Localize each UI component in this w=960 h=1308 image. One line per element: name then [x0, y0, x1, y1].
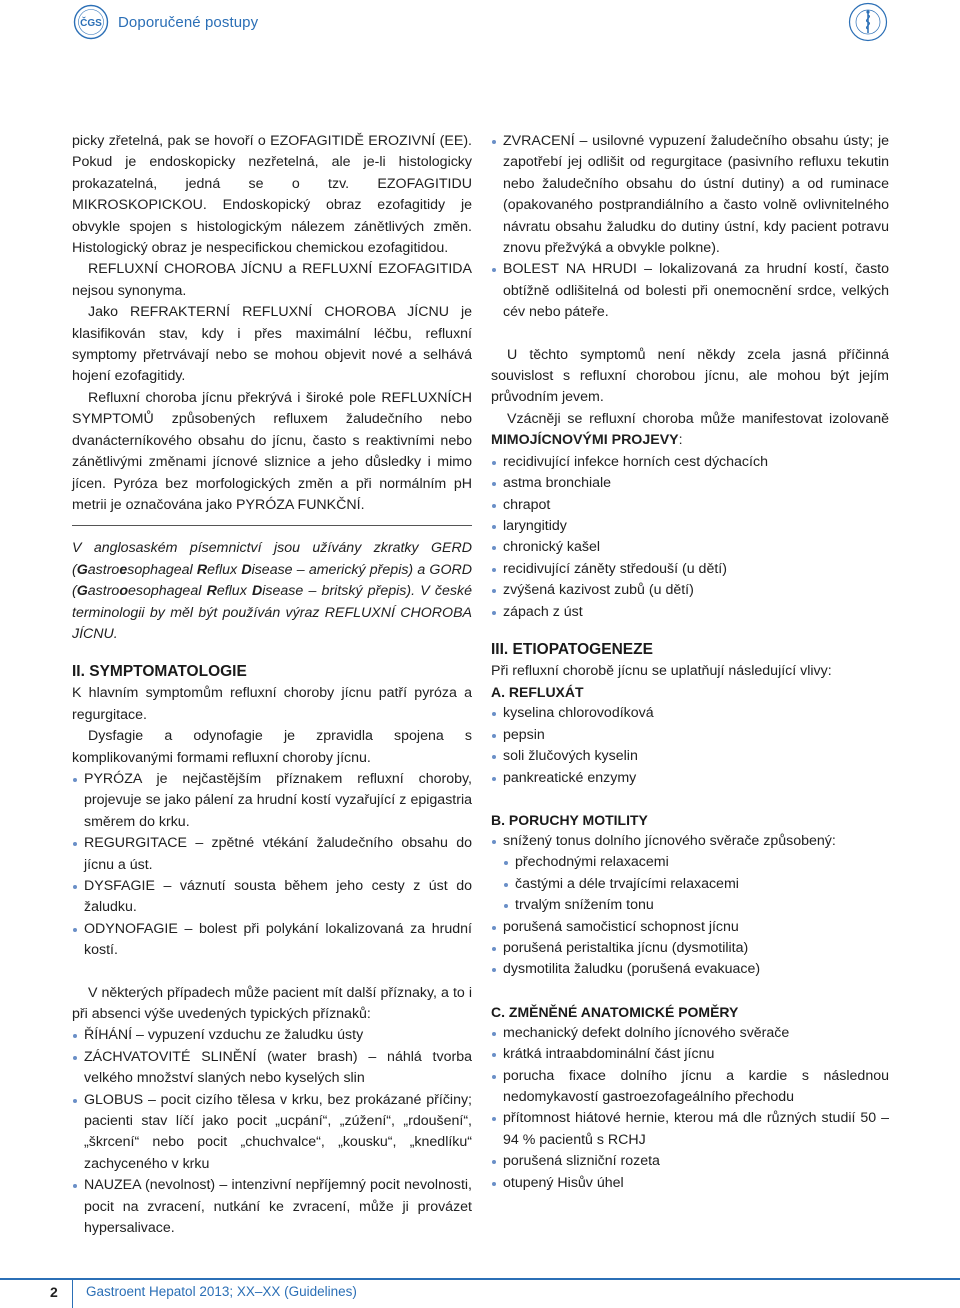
subsection-heading: C. ZMĚNĚNÉ ANATOMICKÉ POMĚRY — [491, 1003, 739, 1020]
list-item: GLOBUS – pocit cizího tělesa v krku, bez prokázané příčiny; pacienti stav líčí jako pocit „ucpání“, „zúžení“, „rdoušení“, „škrcení“ nebo pocit „chuchvalce“, „kousku“, „knedlíku“ zachyceného v krku — [72, 1090, 472, 1176]
motility-sublist — [491, 852, 889, 916]
paragraph: Vzácněji se refluxní choroba může manifestovat izolovaně MIMOJÍCNOVÝMI PROJEVY: — [491, 410, 889, 449]
list-item: kyselina chlorovodíková — [491, 703, 889, 724]
list-item: porušená samočisticí schopnost jícnu — [491, 917, 889, 938]
journal-citation: Gastroent Hepatol 2013; XX–XX (Guidelines) — [86, 1284, 357, 1299]
list-item: recidivující záněty středouší (u dětí) — [491, 559, 889, 580]
divider — [72, 525, 472, 526]
paragraph: K hlavním symptomům refluxní choroby jícnu patří pyróza a regurgitace. — [72, 685, 472, 723]
list-item: porucha fixace dolního jícnu a kardie s následnou nedomykavostí gastroezofageálního přechodu — [491, 1066, 889, 1109]
list-item: soli žlučových kyselin — [491, 746, 889, 767]
list-item: recidivující infekce horních cest dýchacích — [491, 452, 889, 473]
terminology-note: V anglosaském písemnictví jsou užívány zkratky GERD (Gastroesophageal Reflux Disease – americký přepis) a GORD (Gastrooesophageal Reflux Disease – britský přepis). V české terminologii by měl být používán výraz REFLUXNÍ CHOROBA JÍCNU. — [72, 540, 472, 642]
list-item: porušená slizniční rozeta — [491, 1151, 889, 1172]
footer-divider — [72, 1278, 73, 1308]
symptom-list-continued — [491, 131, 889, 324]
list-item: častými a déle trvajícími relaxacemi — [491, 874, 889, 895]
motility-list-rest — [491, 917, 889, 981]
paragraph: Dysfagie a odynofagie je zpravidla spojena s komplikovanými formami refluxní choroby jícnu. — [72, 728, 472, 766]
list-item: NAUZEA (nevolnost) – intenzivní nepříjemný pocit nevolnosti, pocit na zvracení, nutkání ke zvracení, může ji provázet hypersalivace. — [72, 1175, 472, 1239]
paragraph: U těchto symptomů není někdy zcela jasná příčinná souvislost s refluxní chorobou jícnu, ale mohou být jejím průvodním jevem. — [491, 346, 889, 406]
list-item: otupený Hisův úhel — [491, 1173, 889, 1194]
paragraph: REFLUXNÍ CHOROBA JÍCNU a REFLUXNÍ EZOFAGITIDA nejsou synonyma. — [72, 261, 472, 299]
list-item: BOLEST NA HRUDI – lokalizovaná za hrudní kostí, často obtížně odlišitelná od bolesti při onemocnění srdce, velkých cév nebo páteře. — [491, 259, 889, 323]
list-item: chronický kašel — [491, 537, 889, 558]
list-item: astma bronchiale — [491, 473, 889, 494]
paragraph: V některých případech může pacient mít další příznaky, a to i při absenci výše uvedených typických příznaků: — [72, 984, 472, 1023]
list-item: zvýšená kazivost zubů (u dětí) — [491, 580, 889, 601]
motility-list — [491, 831, 889, 852]
paragraph: Při refluxní chorobě jícnu se uplatňují následující vlivy: — [491, 662, 832, 679]
extraesophageal-list — [491, 452, 889, 623]
list-item: REGURGITACE – zpětné vtékání žaludečního obsahu do jícnu a úst. — [72, 833, 472, 876]
paragraph: Jako REFRAKTERNÍ REFLUXNÍ CHOROBA JÍCNU je klasifikován stav, kdy i přes maximální léčbu, refluxní symptomy přetrvávají nebo se mohou objevit nové a selhává hojení ezofagitidy. — [72, 304, 472, 385]
list-item: ŘÍHÁNÍ – vypuzení vzduchu ze žaludku ústy — [72, 1025, 472, 1046]
paragraph: Refluxní choroba jícnu překrývá i široké pole REFLUXNÍCH SYMPTOMŮ způsobených refluxem žaludečního nebo dvanácterníkového obsahu do jícnu, často s reaktivními nebo zánětlivými změnami jícnové sliznice a jeho důsledky i mimo jícen. Pyróza bez morfologických změn a při normálním pH metrii je označována jako PYRÓZA FUNKČNÍ. — [72, 389, 472, 513]
list-item: pepsin — [491, 725, 889, 746]
page-number: 2 — [50, 1284, 58, 1300]
list-item: přítomnost hiátové hernie, kterou má dle různých studií 50 – 94 % pacientů s RCHJ — [491, 1108, 889, 1151]
page-header — [0, 0, 960, 42]
list-item: mechanický defekt dolního jícnového svěrače — [491, 1023, 889, 1044]
list-item: snížený tonus dolního jícnového svěrače způsobený: — [491, 831, 889, 852]
list-item: porušená peristaltika jícnu (dysmotilita) — [491, 938, 889, 959]
left-column — [72, 131, 472, 1240]
right-column — [491, 131, 889, 1194]
list-item: DYSFAGIE – váznutí sousta během jeho cesty z úst do žaludku. — [72, 876, 472, 919]
cgs-logo-icon — [72, 4, 110, 40]
list-item: ZVRACENÍ – usilovné vypuzení žaludečního obsahu ústy; je zapotřebí jej odlišit od regurgitace (pasivního refluxu tekutin nebo žaludečního obsahu do ústní dutiny) a od ruminace (opakovaného postprandiálního a často volně ovlivnitelného návratu obsahu žaludku do dutiny ústní, kdy pacient potravu znovu přežvýká a obvykle polkne). — [491, 131, 889, 259]
medical-society-seal-icon — [848, 2, 888, 42]
list-item: dysmotilita žaludku (porušená evakuace) — [491, 959, 889, 980]
list-item: krátká intraabdominální část jícnu — [491, 1044, 889, 1065]
refluxate-list — [491, 703, 889, 789]
footer-rule — [0, 1278, 960, 1280]
section-heading: II. SYMPTOMATOLOGIE — [72, 663, 247, 681]
section-heading: III. ETIOPATOGENEZE — [491, 640, 653, 658]
list-item: PYRÓZA je nejčastějším příznakem refluxní choroby, projevuje se jako pálení za hrudní kostí vyzařující z epigastria směrem do krku. — [72, 769, 472, 833]
list-item: ZÁCHVATOVITÉ SLINĚNÍ (water brash) – náhlá tvorba velkého množství slaných nebo kyselých slin — [72, 1047, 472, 1090]
other-symptoms-list — [72, 1025, 472, 1239]
symptom-list — [72, 769, 472, 962]
list-item: chrapot — [491, 495, 889, 516]
logo-text: ČGS — [80, 18, 102, 29]
list-item: zápach z úst — [491, 602, 889, 623]
list-item: laryngitidy — [491, 516, 889, 537]
list-item: ODYNOFAGIE – bolest při polykání lokalizovaná za hrudní kostí. — [72, 919, 472, 962]
list-item: pankreatické enzymy — [491, 768, 889, 789]
subsection-heading: A. REFLUXÁT — [491, 684, 584, 701]
paragraph: picky zřetelná, pak se hovoří o EZOFAGITIDĚ EROZIVNÍ (EE). Pokud je endoskopicky nezřetelná, ale je-li histologicky prokazatelná, jedná se o tzv. EZOFAGITIDU MIKROSKOPICKOU. Endoskopický obraz ezofagitidy je obvykle spojen s histologickým nálezem zánětlivých změn. Histologický obraz je nespecifickou chemickou ezofagitidou. — [72, 133, 472, 257]
list-item: přechodnými relaxacemi — [491, 852, 889, 873]
list-item: trvalým snížením tonu — [491, 895, 889, 916]
header-title: Doporučené postupy — [118, 14, 259, 31]
subsection-heading: B. PORUCHY MOTILITY — [491, 811, 648, 828]
anatomy-list — [491, 1023, 889, 1194]
